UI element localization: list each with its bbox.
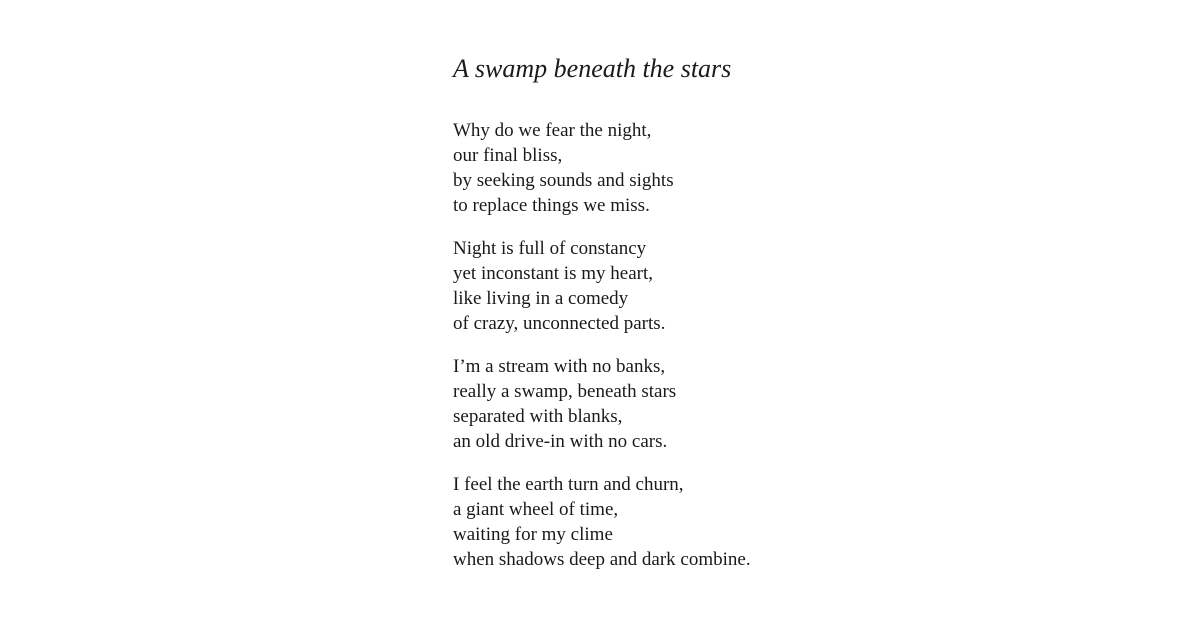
poem-line: separated with blanks, (453, 406, 623, 427)
poem-line: of crazy, unconnected parts. (453, 313, 666, 334)
poem-line: waiting for my clime (453, 524, 613, 545)
poem-line: Night is full of constancy (453, 238, 647, 259)
poem-line: our final bliss, (453, 145, 563, 166)
stanza-2 (453, 236, 1153, 336)
poem-line: really a swamp, beneath stars (453, 381, 677, 402)
stanza-4 (453, 472, 1153, 572)
poem-line: by seeking sounds and sights (453, 170, 674, 191)
poem-line: an old drive-in with no cars. (453, 431, 668, 452)
poem (453, 52, 1153, 590)
poem-line: I feel the earth turn and churn, (453, 474, 684, 495)
poem-line: when shadows deep and dark combine. (453, 549, 751, 570)
poem-line: yet inconstant is my heart, (453, 263, 653, 284)
stanza-3 (453, 354, 1153, 454)
poem-line: to replace things we miss. (453, 195, 650, 216)
poem-title: A swamp beneath the stars (453, 54, 732, 83)
poem-line: like living in a comedy (453, 288, 629, 309)
stanza-1 (453, 118, 1153, 218)
poem-line: Why do we fear the night, (453, 120, 652, 141)
poem-line: a giant wheel of time, (453, 499, 619, 520)
poem-line: I’m a stream with no banks, (453, 356, 666, 377)
